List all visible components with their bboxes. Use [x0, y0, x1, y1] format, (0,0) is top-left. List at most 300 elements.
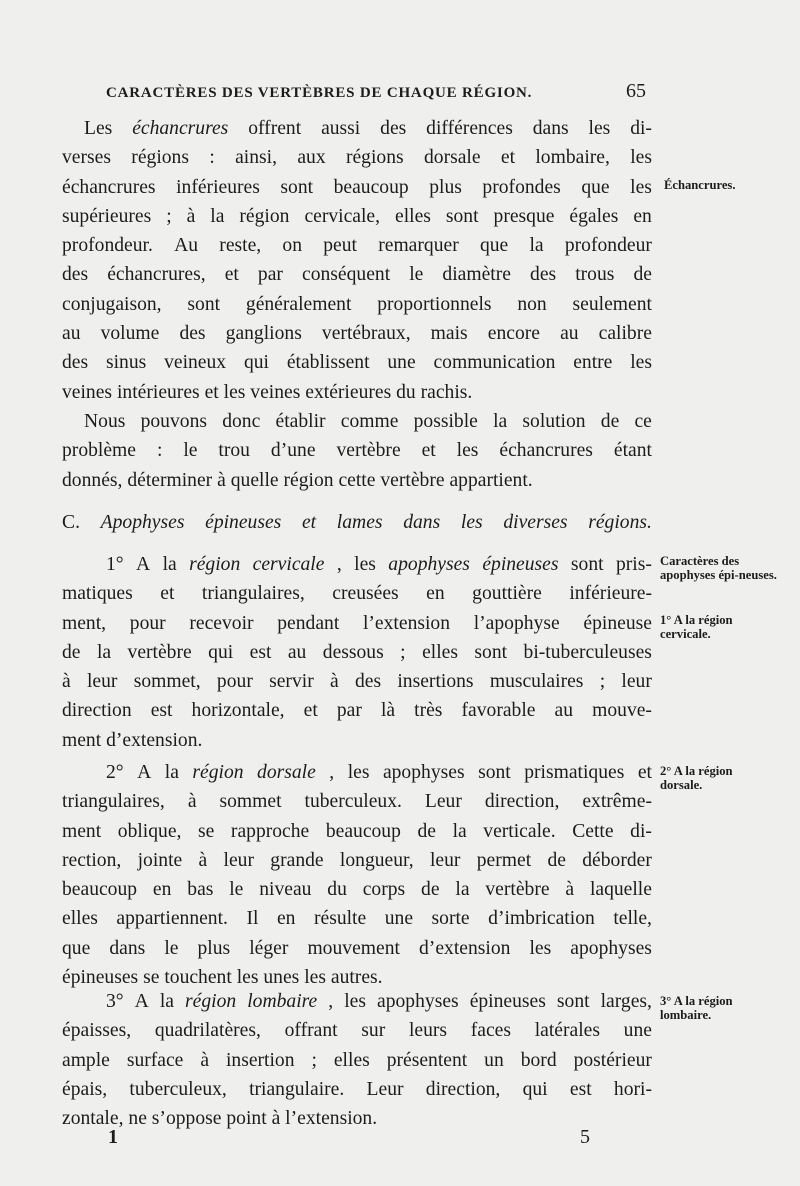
word: s’oppose — [151, 1108, 222, 1130]
text-line — [62, 579, 652, 608]
word: les — [304, 967, 326, 989]
text-line — [62, 436, 652, 465]
word: résulte — [313, 908, 367, 930]
word: est — [150, 700, 173, 722]
word: remarquer — [378, 235, 459, 257]
word: donc — [222, 411, 261, 432]
word: qui — [243, 352, 269, 374]
word: cette — [338, 469, 376, 491]
text-line — [62, 817, 652, 846]
word: région — [189, 554, 241, 575]
word: ainsi, — [235, 147, 277, 169]
word: d’extension — [419, 937, 511, 959]
word: au — [287, 641, 307, 663]
word: calibre — [598, 323, 652, 345]
word: non — [517, 293, 547, 315]
word: veines — [250, 381, 301, 403]
word: régions — [345, 147, 404, 169]
word: vertèbre — [336, 440, 401, 462]
word: au — [554, 700, 574, 722]
word: à — [565, 879, 575, 901]
word: faces — [470, 1020, 511, 1042]
word: de — [417, 820, 436, 842]
word: égales — [569, 205, 619, 227]
word: dessous — [322, 641, 384, 663]
word: pour — [216, 671, 253, 693]
word: les — [236, 967, 259, 989]
running-title: CARACTÈRES DES VERTÈBRES DE CHAQUE RÉGION. — [106, 85, 533, 101]
word: par — [336, 700, 362, 722]
word: les — [456, 440, 479, 462]
word: pouvons — [140, 411, 207, 432]
text-line — [62, 407, 652, 436]
word: et — [303, 700, 318, 722]
word: Nous — [84, 411, 126, 432]
word: supérieures — [62, 205, 152, 227]
word: à — [200, 1049, 210, 1071]
word: des — [62, 264, 89, 286]
word: ample — [62, 1049, 110, 1071]
word: lombaire — [247, 991, 318, 1012]
margin-note-echancrures: Échancrures. — [664, 178, 736, 192]
text-line — [62, 667, 652, 696]
word: appartiennent. — [116, 908, 228, 930]
word: extrême- — [582, 791, 652, 813]
word: mais — [430, 323, 468, 345]
word: qui — [522, 1078, 548, 1100]
text-line — [62, 550, 652, 579]
word: déborder — [582, 849, 652, 871]
word: plus — [197, 937, 231, 959]
signature-mark: 1 — [108, 1126, 118, 1148]
word: sont — [445, 205, 479, 227]
word: l’apophyse — [473, 612, 560, 634]
word: direction, — [425, 1078, 501, 1100]
word: l’extension. — [285, 1108, 378, 1130]
word: sont — [280, 176, 314, 198]
word: surface — [126, 1049, 184, 1071]
word: di- — [630, 118, 652, 139]
word: échancrures — [62, 176, 156, 198]
word: apophyses — [377, 991, 459, 1012]
word: intérieures — [116, 381, 200, 403]
word: les — [630, 147, 652, 169]
text-line — [62, 638, 652, 667]
word: A — [137, 762, 152, 783]
text-line — [62, 114, 652, 143]
word: région — [239, 205, 290, 227]
word: triangulaires, — [62, 791, 165, 813]
word: mouvement — [307, 937, 400, 959]
word: proportionnels — [377, 293, 492, 315]
word: se — [143, 967, 160, 989]
word: des — [530, 264, 557, 286]
word: profondeur — [564, 235, 652, 257]
word: que — [62, 937, 91, 959]
word: sont — [570, 554, 604, 575]
word: inférieure- — [569, 583, 652, 605]
word: unes — [263, 967, 300, 989]
word: apophyses — [382, 762, 465, 783]
word: la — [96, 641, 112, 663]
word: autres. — [330, 967, 383, 989]
word: vertèbre — [127, 641, 192, 663]
word: horizontale, — [191, 700, 285, 722]
word: permet — [476, 849, 532, 871]
text-line — [62, 846, 652, 875]
word: établissent — [286, 352, 370, 374]
word: les — [588, 118, 611, 139]
word: le — [164, 937, 179, 959]
word: région — [283, 469, 334, 491]
word: cervicale, — [304, 205, 381, 227]
word: de — [62, 641, 81, 663]
word: entre — [573, 352, 613, 374]
word: Leur — [424, 791, 462, 813]
word: vertèbre — [485, 879, 550, 901]
word: en — [152, 879, 172, 901]
word: les — [223, 381, 246, 403]
word: : — [209, 147, 215, 169]
word: régions. — [588, 512, 652, 533]
word: triangulaire. — [249, 1078, 345, 1100]
word: étant — [613, 440, 652, 462]
text-line — [62, 1075, 652, 1104]
word: sont — [556, 991, 590, 1012]
paragraph-region-dorsale — [62, 758, 652, 992]
word: profondeur. — [62, 235, 153, 257]
word: Au — [174, 235, 199, 257]
word: trou — [218, 440, 250, 462]
word: 1° — [106, 554, 124, 575]
word: ment — [62, 820, 102, 842]
margin-note-lombaire: 3° A la région lombaire. — [660, 994, 733, 1022]
word: offrent — [248, 118, 302, 139]
word: les — [630, 176, 652, 198]
word: la — [529, 235, 544, 257]
word: A — [134, 991, 149, 1012]
word: point — [226, 1108, 267, 1130]
word: à — [330, 671, 339, 693]
word: latérales — [534, 1020, 600, 1042]
paragraph-probleme — [62, 407, 652, 495]
word: pendant — [277, 612, 340, 634]
word: beaucoup — [325, 820, 401, 842]
word: grande — [270, 849, 324, 871]
word: laquelle — [589, 879, 652, 901]
word: offrant — [284, 1020, 338, 1042]
text-line — [62, 987, 652, 1016]
word: à — [271, 1108, 281, 1130]
word: le — [183, 440, 198, 462]
word: et — [224, 264, 239, 286]
text-line — [62, 173, 652, 202]
word: pour — [129, 612, 166, 634]
word: 3° — [106, 991, 124, 1012]
word: apophyses — [570, 937, 652, 959]
word: leur — [223, 849, 254, 871]
word: direction — [62, 700, 132, 722]
word: ne — [128, 1108, 147, 1130]
word: ; — [166, 205, 172, 227]
word: les — [529, 937, 552, 959]
text-line — [62, 904, 652, 933]
word: communication — [433, 352, 556, 374]
margin-note-caracteres: Caractères des apophyses épi-neuses. — [660, 554, 777, 582]
word: l’extension — [362, 612, 451, 634]
word: leur — [86, 671, 118, 693]
word: épaisses, — [62, 1020, 132, 1042]
word: et — [204, 381, 219, 403]
word: insertion — [225, 1049, 295, 1071]
word: Il — [246, 908, 259, 930]
paragraph-region-lombaire — [62, 987, 652, 1133]
word: la — [164, 762, 179, 783]
word: région — [185, 991, 237, 1012]
word: dans — [109, 937, 146, 959]
word: les — [630, 352, 652, 374]
word: des — [62, 352, 89, 374]
word: tuberculeux. — [304, 791, 402, 813]
word: verticale. — [483, 820, 556, 842]
word: est — [249, 641, 272, 663]
word: une — [384, 908, 414, 930]
word: sorte — [431, 908, 470, 930]
word: la — [162, 554, 177, 575]
text-line — [62, 609, 652, 638]
word: niveau — [259, 879, 312, 901]
word: encore — [487, 323, 540, 345]
word: elles — [395, 205, 431, 227]
word: une — [387, 352, 416, 374]
text-line — [62, 290, 652, 319]
word: ment, — [62, 612, 107, 634]
word: vertèbre — [380, 469, 445, 491]
word: épais, — [62, 1078, 108, 1100]
word: trous — [575, 264, 615, 286]
word: est — [569, 1078, 592, 1100]
word: différences — [426, 118, 513, 139]
word: épineuses — [469, 991, 546, 1012]
word: sont — [187, 293, 221, 315]
word: et — [500, 147, 516, 169]
text-line — [62, 696, 652, 725]
text-line — [62, 934, 652, 963]
word: aux — [297, 147, 326, 169]
word: ganglions — [225, 323, 302, 345]
word: d’une — [270, 440, 316, 462]
word: et — [160, 583, 175, 605]
word: hori- — [613, 1078, 652, 1100]
text-line — [62, 1046, 652, 1075]
word: échancrures, — [107, 264, 206, 286]
word: beaucoup — [333, 176, 409, 198]
word: un — [484, 1049, 504, 1071]
word: leur — [621, 671, 652, 693]
text-line — [62, 143, 652, 172]
word: au — [560, 323, 579, 345]
word: et — [421, 440, 436, 462]
word: les — [354, 554, 376, 575]
word: cervicale — [252, 554, 325, 575]
paragraph-echancrures — [62, 114, 652, 407]
word: oblique, — [117, 820, 182, 842]
word: verses — [62, 147, 111, 169]
word: matiques — [62, 583, 133, 605]
margin-note-dorsale: 2° A la région dorsale. — [660, 764, 733, 792]
word: corps — [362, 879, 406, 901]
word: du — [396, 381, 416, 403]
word: sur — [361, 1020, 386, 1042]
word: des — [179, 323, 206, 345]
word: échancrures — [132, 118, 229, 139]
word: dans — [403, 512, 441, 533]
word: épineuses — [482, 554, 559, 575]
word: on — [282, 235, 303, 257]
word: épineuses — [62, 967, 139, 989]
word: bord — [520, 1049, 557, 1071]
word: creusées — [332, 583, 399, 605]
text-line — [62, 875, 652, 904]
word: profondes — [482, 176, 561, 198]
word: bas — [187, 879, 214, 901]
word: longueur, — [339, 849, 414, 871]
word: lombaire, — [535, 147, 610, 169]
word: plus — [429, 176, 462, 198]
word: comme — [340, 411, 399, 432]
word: diverses — [503, 512, 568, 533]
word: se — [198, 820, 215, 842]
word: à — [198, 849, 208, 871]
word: volume — [100, 323, 160, 345]
word: reste, — [219, 235, 262, 257]
word: possible — [413, 411, 478, 432]
word: appartient. — [449, 469, 533, 491]
word: tuberculeux, — [129, 1078, 227, 1100]
sheet-number: 5 — [580, 1126, 590, 1148]
word: veines — [62, 381, 113, 403]
word: en — [426, 583, 445, 605]
text-line — [62, 260, 652, 289]
word: échancrures — [499, 440, 593, 462]
text-line — [62, 758, 652, 787]
word: dans — [532, 118, 569, 139]
word: rachis. — [420, 381, 473, 403]
word: déterminer — [127, 469, 213, 491]
word: : — [156, 440, 163, 462]
word: les — [344, 991, 366, 1012]
word: Leur — [366, 1078, 404, 1100]
word: direction, — [484, 791, 560, 813]
page-header — [106, 80, 646, 108]
word: quelle — [230, 469, 279, 491]
word: zontale, — [62, 1108, 124, 1130]
word: triangulaires, — [201, 583, 305, 605]
word: dorsale — [257, 762, 316, 783]
word: musculaires — [489, 671, 584, 693]
word: C. — [62, 512, 80, 533]
word: le — [229, 879, 244, 901]
word: conséquent — [302, 264, 391, 286]
section-heading-apophyses — [62, 508, 652, 537]
text-line — [62, 466, 652, 495]
text-line — [62, 319, 652, 348]
word: d’imbrication — [488, 908, 595, 930]
word: dorsale — [423, 147, 481, 169]
word: conjugaison, — [62, 293, 162, 315]
word: du — [327, 879, 347, 901]
word: inférieures — [176, 176, 260, 198]
word: ; — [400, 641, 406, 663]
word: très — [414, 700, 443, 722]
word: problème — [62, 440, 136, 462]
word: jointe — [137, 849, 183, 871]
word: en — [633, 205, 652, 227]
word: recevoir — [189, 612, 254, 634]
margin-note-cervicale: 1° A la région cervicale. — [660, 613, 733, 641]
word: de — [633, 264, 652, 286]
word: touchent — [164, 967, 232, 989]
word: les — [460, 512, 483, 533]
word: leurs — [408, 1020, 448, 1042]
word: et — [637, 762, 652, 783]
word: épineuses — [205, 512, 282, 533]
word: veineux — [164, 352, 227, 374]
word: vertébraux, — [321, 323, 411, 345]
paragraph-region-cervicale — [62, 550, 652, 755]
word: que — [581, 176, 610, 198]
word: seulement — [572, 293, 652, 315]
word: en — [276, 908, 296, 930]
word: qui — [208, 641, 234, 663]
word: ; — [311, 1049, 317, 1071]
word: peut — [323, 235, 357, 257]
word: servir — [269, 671, 314, 693]
word: lames — [336, 512, 383, 533]
text-line — [62, 231, 652, 260]
word: léger — [249, 937, 289, 959]
word: le — [409, 264, 424, 286]
word: sommet — [219, 791, 282, 813]
text-line — [62, 1104, 652, 1133]
word: sont — [474, 641, 508, 663]
word: généralement — [245, 293, 352, 315]
word: ; — [599, 671, 606, 693]
word: apophyses — [388, 554, 470, 575]
word: et — [301, 512, 317, 533]
word: elles — [62, 908, 98, 930]
word: à — [217, 469, 226, 491]
word: ment — [62, 729, 102, 751]
word: que — [479, 235, 509, 257]
word: là — [380, 700, 396, 722]
word: d’extension. — [106, 729, 203, 751]
text-line — [62, 1016, 652, 1045]
word: telle, — [613, 908, 652, 930]
word: donnés, — [62, 469, 123, 491]
word: une — [623, 1020, 652, 1042]
text-line — [62, 508, 652, 537]
word: insertions — [397, 671, 474, 693]
word: Apophyses — [100, 512, 185, 533]
word: pris- — [615, 554, 652, 575]
word: la — [159, 991, 174, 1012]
word: presque — [493, 205, 555, 227]
word: leur — [429, 849, 461, 871]
word: 2° — [106, 762, 124, 783]
word: rapproche — [230, 820, 310, 842]
word: diamètre — [442, 264, 511, 286]
